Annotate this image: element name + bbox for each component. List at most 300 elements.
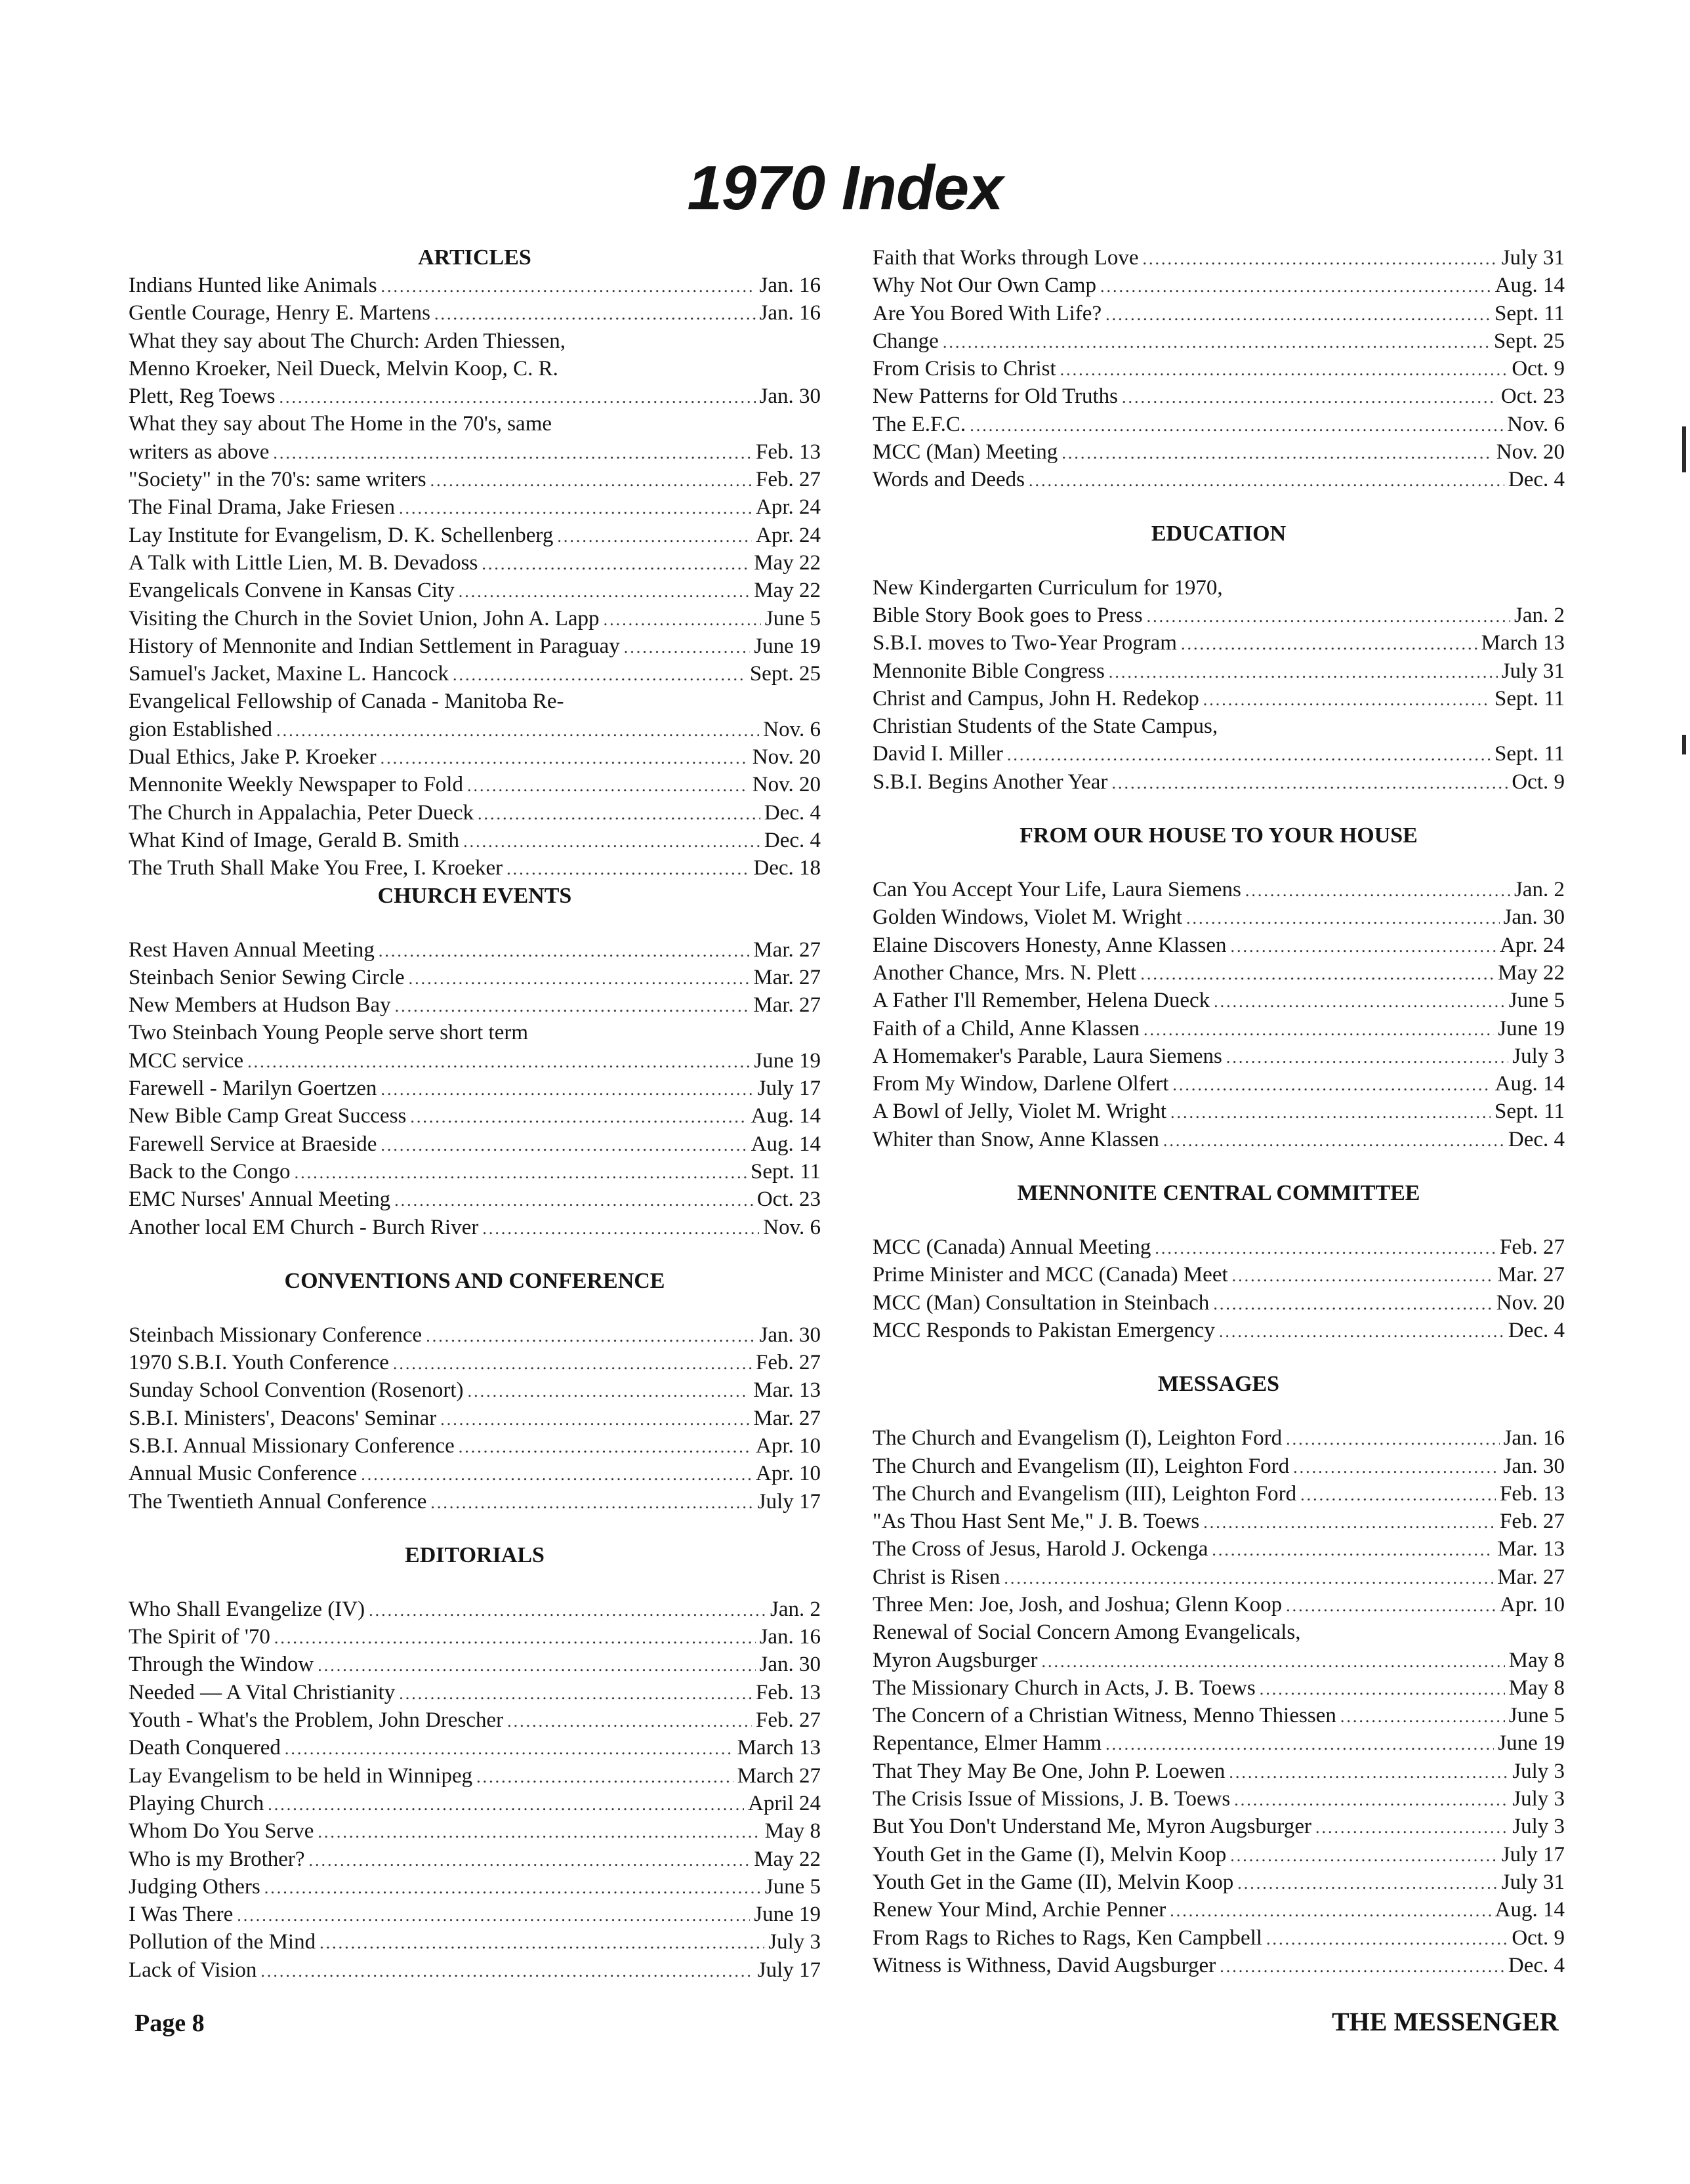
index-entry [129,1488,821,1515]
entry-title: Youth Get in the Game (II), Melvin Koop [873,1870,1234,1894]
entry-date: Oct. 23 [756,1187,821,1212]
entry-title: Can You Accept Your Life, Laura Siemens [873,878,1241,902]
dot-leader [482,1215,759,1241]
entry-title: Who Shall Evangelize (IV) [129,1597,365,1621]
index-entry [873,1924,1565,1952]
index-entry [873,657,1565,685]
entry-date: Dec. 18 [753,856,821,880]
entry-date: Dec. 4 [1508,1318,1565,1342]
index-entry [873,1702,1565,1729]
entry-title: Mennonite Bible Congress [873,659,1105,683]
dot-leader [1286,1592,1496,1618]
entry-date: Feb. 27 [1500,1510,1565,1534]
entry-date: Mar. 27 [1497,1263,1565,1287]
entry-date: Apr. 24 [756,523,821,547]
index-entry [129,272,821,299]
index-entry [873,1015,1565,1042]
entry-date: Jan. 30 [759,1323,821,1347]
index-entry [873,382,1565,410]
dot-leader [395,993,750,1019]
index-entry [873,1098,1565,1125]
entry-title: A Homemaker's Parable, Laura Siemens [873,1044,1222,1068]
entry-title: New Patterns for Old Truths [873,384,1119,409]
entry-title: Bible Story Book goes to Press [873,603,1143,627]
entry-title: S.B.I. moves to Two-Year Program [873,631,1177,655]
entry-date: Jan. 16 [759,301,821,325]
entry-date: Mar. 13 [753,1378,821,1403]
entry-date: Mar. 27 [1497,1565,1565,1589]
entry-title: Evangelicals Convene in Kansas City [129,579,455,603]
index-entry [129,1596,821,1623]
entry-title: gion Established [129,717,273,741]
dot-leader [1109,659,1498,685]
entry-date: Jan. 30 [759,384,821,409]
heading-spacer [129,1569,821,1596]
index-entry [129,1158,821,1185]
index-entry [873,1841,1565,1868]
section-gap [873,494,1565,520]
heading-spacer [873,1207,1565,1233]
entry-title: Who is my Brother? [129,1847,305,1871]
index-entry [129,799,821,827]
entry-title: Samuel's Jacket, Maxine L. Hancock [129,662,449,686]
index-entry [873,1508,1565,1535]
dot-leader [1041,1648,1504,1674]
section-mennonite-central-committee [873,1153,1565,1344]
dot-leader [1234,1786,1508,1813]
entry-date: Dec. 4 [1508,1953,1565,1977]
entry-date: Sept. 11 [1494,301,1565,325]
section-heading: CHURCH EVENTS [377,883,572,908]
index-entry [129,466,821,493]
entry-title: Witness is Withness, David Augsburger [873,1953,1216,1977]
dot-leader [369,1597,766,1623]
entry-title: Playing Church [129,1791,264,1815]
entry-date: Sept. 11 [1494,742,1565,766]
dot-leader [1230,1842,1497,1868]
index-entry [873,932,1565,959]
index-entry-line: New Kindergarten Curriculum for 1970, [873,575,1223,600]
entry-title: Farewell Service at Braeside [129,1132,377,1156]
index-entry [129,1047,821,1075]
entry-title: Through the Window [129,1653,314,1677]
dot-leader [1111,770,1508,796]
section-gap [873,1344,1565,1370]
entry-date: Mar. 13 [1497,1537,1565,1561]
dot-leader [409,965,750,991]
entry-title: EMC Nurses' Annual Meeting [129,1187,391,1212]
index-entry [873,300,1565,327]
dot-leader [1143,245,1498,272]
dot-leader [260,1958,753,1984]
dot-leader [1007,741,1491,768]
dot-leader [468,1378,750,1404]
section-gap [129,1241,821,1267]
dot-leader [1245,877,1510,903]
entry-title: The Twentieth Annual Conference [129,1489,427,1514]
dot-leader [381,1132,747,1158]
entry-date: Feb. 27 [756,1708,821,1733]
dot-leader [1300,1481,1496,1508]
index-entry [873,1952,1565,1979]
dot-leader [1226,1044,1508,1070]
section-education [873,494,1565,796]
dot-leader [1004,1565,1493,1591]
section-conventions-and-conference [129,1241,821,1515]
dot-leader [1203,686,1491,712]
entry-date: Jan. 16 [1503,1426,1565,1451]
dot-leader [318,1819,760,1845]
dot-leader [1147,603,1510,629]
dot-leader [453,661,746,688]
entry-date: Feb. 13 [756,1680,821,1704]
index-entry [129,1901,821,1928]
entry-date: Sept. 25 [1493,329,1565,353]
dot-leader [264,1874,761,1901]
entry-date: May 22 [754,1847,821,1871]
dot-leader [1060,356,1508,382]
entry-title: MCC (Man) Consultation in Steinbach [873,1290,1210,1315]
dot-leader [399,495,752,521]
heading-spacer [129,1295,821,1321]
index-entry [129,493,821,521]
entry-title: Steinbach Missionary Conference [129,1323,422,1347]
entry-date: Apr. 10 [756,1462,821,1486]
section-from-our-house-to-your-house [873,796,1565,1153]
entry-date: Mar. 27 [753,937,821,962]
entry-title: Faith of a Child, Anne Klassen [873,1016,1140,1040]
heading-spacer [873,548,1565,574]
index-entry [873,1126,1565,1153]
dot-leader [1214,988,1505,1014]
dot-leader [1315,1814,1508,1840]
dot-leader [273,440,752,466]
dot-leader [1170,1099,1491,1125]
entry-title: Annual Music Conference [129,1462,358,1486]
entry-date: Mar. 27 [753,965,821,989]
entry-date: March 27 [737,1763,821,1788]
entry-date: May 8 [1508,1648,1565,1672]
entry-title: Back to the Congo [129,1159,291,1184]
index-entry [873,466,1565,493]
entry-title: The E.F.C. [873,412,966,436]
entry-title: Indians Hunted like Animals [129,274,377,297]
dot-leader [467,772,749,798]
entry-title: From Crisis to Christ [873,357,1056,381]
entry-date: Aug. 14 [1494,1898,1565,1922]
index-entry [873,244,1565,272]
entry-title: Renew Your Mind, Archie Penner [873,1898,1166,1922]
index-entry [873,1424,1565,1452]
entry-date: Nov. 6 [763,717,821,741]
index-entry [873,1729,1565,1757]
section-articles [129,244,821,882]
entry-date: Sept. 11 [1494,1100,1565,1124]
section-gap [873,796,1565,822]
dot-leader [1140,960,1494,987]
entry-date: Nov. 20 [752,773,821,797]
index-entry [873,1563,1565,1591]
dot-leader [268,1791,744,1817]
index-entry [873,327,1565,355]
index-entry [129,1075,821,1102]
publication-name: THE MESSENGER [1332,2007,1559,2036]
index-entry [873,876,1565,903]
entry-title: What Kind of Image, Gerald B. Smith [129,828,460,852]
dot-leader [1170,1897,1491,1924]
entry-date: May 22 [754,579,821,603]
entry-date: June 19 [754,1903,821,1927]
dot-leader [295,1159,747,1185]
entry-date: July 17 [1501,1842,1565,1866]
entry-title: The Cross of Jesus, Harold J. Ockenga [873,1537,1208,1561]
entry-date: Jan. 30 [1503,905,1565,930]
index-entry [873,1535,1565,1563]
index-entry [129,964,821,991]
dot-leader [426,1323,755,1349]
index-entry [129,1432,821,1460]
entry-date: July 3 [1512,1815,1565,1839]
dot-leader [379,937,749,964]
entry-date: Feb. 13 [1500,1481,1565,1506]
index-entry [129,660,821,688]
entry-title: Lay Institute for Evangelism, D. K. Schellenberg [129,523,554,547]
entry-title: From Rags to Riches to Rags, Ken Campbell [873,1926,1262,1950]
dot-leader [1029,467,1504,493]
dot-leader [604,606,761,632]
entry-date: Apr. 24 [756,495,821,520]
index-entry [129,522,821,549]
entry-date: June 19 [754,634,821,658]
section-church-events [129,882,821,1241]
entry-date: May 22 [754,550,821,575]
entry-date: June 5 [1508,1704,1565,1728]
page-number: Page 8 [134,2009,205,2037]
entry-title: New Bible Camp Great Success [129,1104,407,1128]
entry-title: New Members at Hudson Bay [129,993,391,1018]
entry-date: June 5 [764,606,821,630]
entry-title: Needed — A Vital Christianity [129,1680,396,1704]
dot-leader [1105,1731,1494,1757]
entry-date: July 17 [757,1489,821,1514]
entry-title: Whiter than Snow, Anne Klassen [873,1127,1159,1151]
section-heading: ARTICLES [418,245,531,270]
dot-leader [1286,1426,1499,1452]
dot-leader [1232,1262,1494,1288]
index-entry [873,1647,1565,1674]
entry-title: Three Men: Joe, Josh, and Joshua; Glenn Koop [873,1592,1283,1617]
entry-date: July 3 [1512,1759,1565,1783]
left-column [129,244,821,1984]
index-entry [129,1706,821,1734]
index-entry [129,1790,821,1817]
entry-date: Sept. 25 [749,662,821,686]
dot-leader [1266,1926,1508,1952]
entry-date: Apr. 10 [1500,1592,1565,1617]
index-entry-line: What they say about The Home in the 70's, same [129,412,552,436]
section-heading: EDUCATION [1151,521,1287,546]
dot-leader [1105,301,1491,327]
dot-leader [393,1350,752,1376]
entry-date: Jan. 16 [759,274,821,297]
index-entry [873,1813,1565,1840]
entry-title: Words and Deeds [873,468,1025,492]
entry-date: Oct. 9 [1512,770,1565,794]
heading-spacer [129,910,821,936]
entry-title: S.B.I. Begins Another Year [873,770,1108,794]
entry-date: Nov. 20 [1496,440,1565,464]
entry-date: June 5 [1508,989,1565,1013]
section-editorials [129,1515,821,1984]
entry-date: Dec. 4 [764,800,821,825]
index-entry [873,959,1565,987]
index-entry [873,355,1565,382]
entry-title: Youth - What's the Problem, John Drescher [129,1708,504,1733]
scan-edge-mark [1682,426,1686,472]
entry-title: S.B.I. Ministers', Deacons' Seminar [129,1406,437,1430]
entry-date: Nov. 6 [763,1215,821,1239]
index-entry [873,1317,1565,1344]
dot-leader [1229,1759,1508,1785]
entry-date: Jan. 2 [1514,878,1565,902]
index-entry [129,827,821,854]
index-entry [873,1785,1565,1813]
dot-leader [410,1103,747,1130]
dot-leader [309,1847,751,1873]
dot-leader [381,273,756,299]
entry-title: The Concern of a Christian Witness, Menno Thiessen [873,1704,1336,1728]
index-entry-line: Evangelical Fellowship of Canada - Manitoba Re- [129,690,564,714]
entry-title: MCC (Canada) Annual Meeting [873,1235,1151,1260]
entry-date: Nov. 20 [1496,1290,1565,1315]
entry-title: A Father I'll Remember, Helena Dueck [873,989,1210,1013]
index-entry [873,1453,1565,1480]
dot-leader [430,467,752,493]
index-entry [873,1896,1565,1924]
index-entry [873,438,1565,466]
entry-date: May 22 [1498,960,1565,985]
heading-spacer [873,850,1565,876]
index-entry-line: Christian Students of the State Campus, [873,714,1218,739]
entry-title: But You Don't Understand Me, Myron Augsburger [873,1815,1312,1839]
entry-date: Feb. 27 [756,468,821,492]
dot-leader [440,1406,749,1432]
index-entry [129,1873,821,1901]
dot-leader [276,717,759,743]
dot-leader [1100,273,1491,299]
dot-leader [434,300,755,327]
entry-title: David I. Miller [873,742,1003,766]
index-entry [129,605,821,632]
index-entry [129,1845,821,1873]
index-entry [129,299,821,327]
entry-title: MCC (Man) Meeting [873,440,1058,464]
section-heading: FROM OUR HOUSE TO YOUR HOUSE [1020,823,1418,848]
dot-leader [394,1187,753,1213]
entry-title: From My Window, Darlene Olfert [873,1072,1169,1096]
index-entry [873,1042,1565,1070]
entry-date: June 5 [764,1874,821,1899]
entry-title: Elaine Discovers Honesty, Anne Klassen [873,933,1227,957]
index-entry [873,272,1565,299]
page-title: 1970 Index [687,153,1003,223]
dot-leader [1220,1953,1504,1979]
index-entry [873,1289,1565,1317]
entry-date: Jan. 2 [1514,603,1565,627]
entry-title: Christ and Campus, John H. Redekop [873,686,1199,711]
entry-title: The Church and Evangelism (II), Leighton Ford [873,1454,1290,1478]
entry-title: Sunday School Convention (Rosenort) [129,1378,464,1403]
index-entry [873,1758,1565,1785]
section-heading: CONVENTIONS AND CONFERENCE [284,1268,665,1293]
entry-date: June 19 [754,1048,821,1073]
index-entry [129,936,821,964]
index-entry [129,1734,821,1762]
entry-date: Mar. 27 [753,993,821,1018]
index-entry [129,716,821,743]
index-entry [129,1956,821,1984]
section-heading: MENNONITE CENTRAL COMMITTEE [1017,1181,1420,1206]
index-entry [873,602,1565,629]
entry-title: 1970 S.B.I. Youth Conference [129,1351,389,1375]
entry-title: Visiting the Church in the Soviet Union, John A. Lapp [129,606,600,630]
entry-date: Nov. 20 [752,745,821,770]
dot-leader [285,1735,733,1762]
entry-date: Jan. 2 [770,1597,821,1621]
entry-title: The Church and Evangelism (III), Leighton Ford [873,1481,1297,1506]
entry-date: Dec. 4 [1508,1127,1565,1151]
dot-leader [943,329,1490,355]
index-entry [129,991,821,1019]
dot-leader [319,1929,764,1956]
entry-date: March 13 [1481,631,1565,655]
index-entry [873,685,1565,712]
entry-title: A Talk with Little Lien, M. B. Devadoss [129,550,478,575]
index-entry [129,1405,821,1432]
entry-date: July 31 [1501,246,1565,270]
dot-leader [381,1076,753,1102]
entry-date: Feb. 13 [756,440,821,464]
dot-leader [1212,1536,1493,1563]
entry-title: The Spirit of '70 [129,1625,270,1649]
index-entry [129,1623,821,1651]
index-entry [129,549,821,577]
entry-date: March 13 [737,1736,821,1760]
index-entry [873,629,1565,657]
dot-leader [624,634,750,660]
entry-title: MCC Responds to Pakistan Emergency [873,1318,1215,1342]
entry-title: Are You Bored With Life? [873,301,1102,325]
dot-leader [399,1680,752,1706]
entry-title: Rest Haven Annual Meeting [129,937,375,962]
entry-title: Another local EM Church - Burch River [129,1215,479,1239]
entry-title: Dual Ethics, Jake P. Kroeker [129,745,377,770]
entry-title: That They May Be One, John P. Loewen [873,1759,1226,1783]
dot-leader [430,1489,753,1515]
index-entry [873,1868,1565,1896]
scan-edge-mark [1682,735,1686,754]
index-entry [873,1674,1565,1702]
index-entry [873,987,1565,1014]
entry-title: History of Mennonite and Indian Settlement in Paraguay [129,634,620,658]
entry-date: June 19 [1498,1016,1565,1040]
index-entry [873,1480,1565,1508]
entry-date: April 24 [748,1791,821,1815]
dot-leader [381,745,749,771]
dot-leader [361,1461,752,1487]
index-entry [129,1651,821,1678]
dot-leader [1203,1509,1496,1535]
